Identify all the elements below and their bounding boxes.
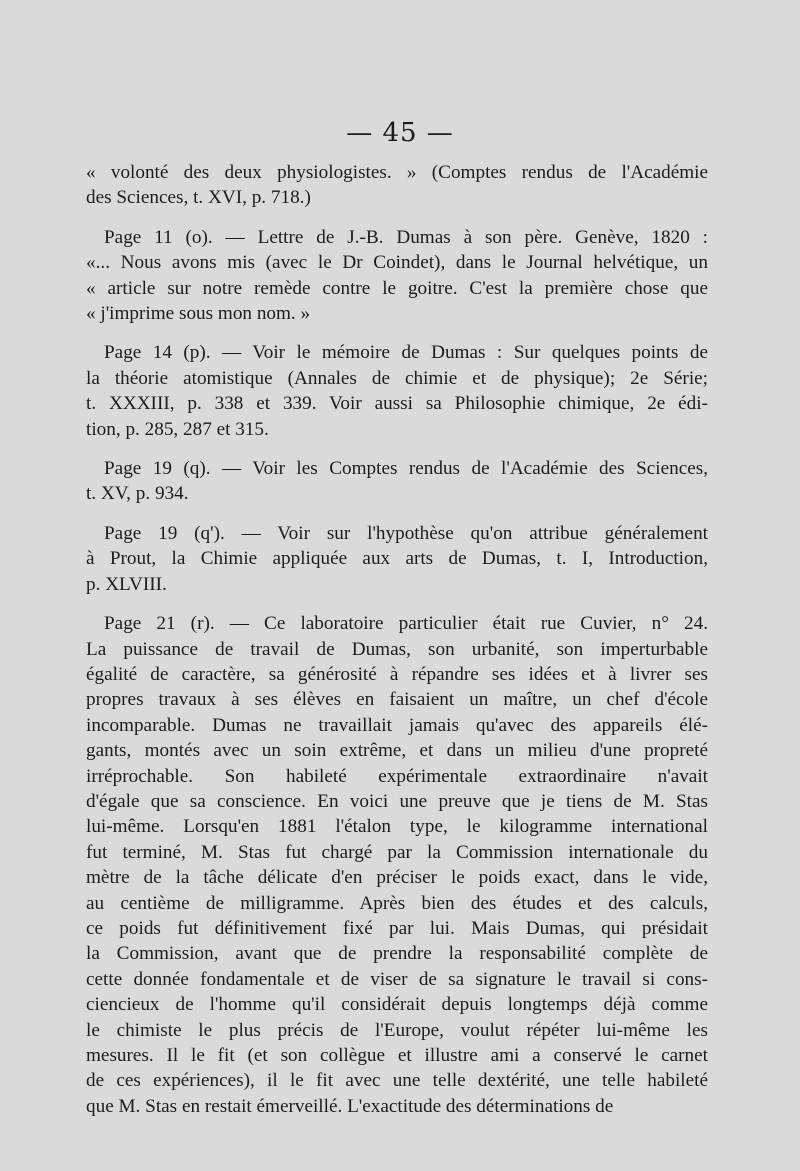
text-line: ciencieux de l'homme qu'il considérait depuis longtemps déjà comme: [86, 994, 708, 1016]
text-line: t. XXXIII, p. 338 et 339. Voir aussi sa Philosophie chimique, 2e édi-: [86, 393, 708, 415]
text-line: incomparable. Dumas ne travaillait jamais qu'avec des appareils élé-: [86, 714, 708, 736]
text-line: tion, p. 285, 287 et 315.: [86, 418, 269, 440]
text-line: La puissance de travail de Dumas, son urbanité, son imperturbable: [86, 638, 708, 660]
text-line: Page 21 (r). — Ce laboratoire particulier était rue Cuvier, n° 24.: [104, 613, 708, 635]
text-line: mètre de la tâche délicate d'en préciser le poids exact, dans le vide,: [86, 867, 708, 889]
text-line: le chimiste le plus précis de l'Europe, voulut répéter lui-même les: [86, 1019, 708, 1041]
text-line: ce poids fut définitivement fixé par lui. Mais Dumas, qui présidait: [86, 917, 708, 939]
text-line: d'égale que sa conscience. En voici une preuve que je tiens de M. Stas: [86, 790, 708, 812]
text-line: Page 14 (p). — Voir le mémoire de Dumas : Sur quelques points de: [104, 342, 708, 364]
text-line: « j'imprime sous mon nom. »: [86, 303, 311, 325]
paragraph: [86, 340, 708, 442]
page-number-header: — 45 —: [346, 118, 454, 148]
text-line: au centième de milligramme. Après bien des études et des calculs,: [86, 892, 708, 914]
text-line: Page 19 (q'). — Voir sur l'hypothèse qu'on attribue généralement: [104, 522, 708, 544]
text-line: p. XLVIII.: [86, 573, 167, 595]
text-line: propres travaux à ses élèves en faisaient un maître, un chef d'école: [86, 689, 708, 711]
text-line: la théorie atomistique (Annales de chimie et de physique); 2e Série;: [86, 367, 708, 389]
text-line: «... Nous avons mis (avec le Dr Coindet), dans le Journal helvétique, un: [86, 252, 708, 274]
text-line: mesures. Il le fit (et son collègue et illustre ami a conservé le carnet: [86, 1045, 708, 1066]
paragraph: [86, 160, 708, 211]
text-line: « article sur notre remède contre le goitre. C'est la première chose que: [86, 277, 708, 299]
text-line: la Commission, avant que de prendre la responsabilité complète de: [86, 943, 708, 965]
paragraph: [86, 611, 708, 1119]
text-line: Page 11 (o). — Lettre de J.-B. Dumas à son père. Genève, 1820 :: [104, 226, 708, 248]
text-line: de ces expériences), il le fit avec une telle dextérité, une telle habileté: [86, 1070, 708, 1092]
paragraph: [86, 225, 708, 327]
text-line: gants, montés avec un soin extrême, et dans un milieu d'une propreté: [86, 740, 708, 762]
text-line: lui-même. Lorsqu'en 1881 l'étalon type, le kilogramme international: [86, 816, 708, 838]
text-line: fut terminé, M. Stas fut chargé par la Commission internationale du: [86, 841, 708, 863]
text-line: des Sciences, t. XVI, p. 718.): [86, 187, 311, 209]
text-line: à Prout, la Chimie appliquée aux arts de Dumas, t. I, Introduction,: [86, 548, 708, 570]
paragraph: [86, 521, 708, 597]
text-line: t. XV, p. 934.: [86, 483, 189, 505]
text-line: que M. Stas en restait émerveillé. L'exactitude des déterminations de: [86, 1095, 614, 1117]
page-body: [86, 160, 708, 1133]
text-line: cette donnée fondamentale et de viser de sa signature le travail si cons-: [86, 968, 708, 990]
text-line: Page 19 (q). — Voir les Comptes rendus de l'Académie des Sciences,: [104, 458, 708, 480]
text-line: égalité de caractère, sa générosité à répandre ses idées et à livrer ses: [86, 663, 708, 685]
text-line: irréprochable. Son habileté expérimentale extraordinaire n'avait: [86, 765, 708, 787]
paragraph: [86, 456, 708, 507]
text-line: « volonté des deux physiologistes. » (Comptes rendus de l'Académie: [86, 162, 708, 183]
